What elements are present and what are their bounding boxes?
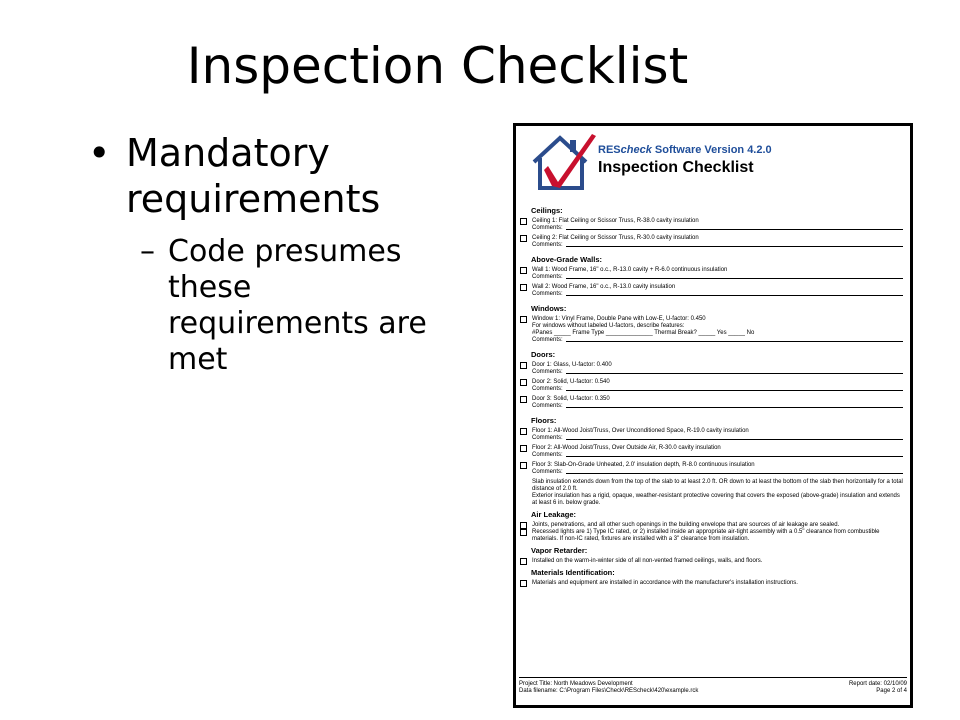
checklist-item-text: Floor 2: All-Wood Joist/Truss, Over Outside Air, R-30.0 cavity insulation [532,445,721,451]
checklist-item-text: Floor 1: All-Wood Joist/Truss, Over Unconditioned Space, R-19.0 cavity insulation [532,428,749,434]
comments-label: Comments: [532,337,563,343]
checkbox[interactable] [520,362,527,369]
checkbox[interactable] [520,580,527,587]
bullet-sub [140,234,448,378]
comments-input-line[interactable] [566,403,903,408]
checkbox[interactable] [520,462,527,469]
comments-input-line[interactable] [566,337,903,342]
comments-line [519,403,905,410]
checklist-note: Slab insulation extends down from the top of the slab to at least 2.0 ft. OR down to at least the bottom of the slab then horizontally for a total distance of 2.0 ft. [532,479,903,492]
comments-line [519,225,905,232]
checklist-item-text: Recessed lights are 1) Type IC rated, or 2) installed inside an appropriate air-tight assembly with a 0.5" clearance from combustible materials. If non-IC rated, fixtures are installed with a 3" clearance from insulation. [532,529,880,542]
checklist-item [519,218,905,225]
checklist-item-text: Materials and equipment are installed in accordance with the manufacturer's installation instructions. [532,580,798,586]
comments-label: Comments: [532,369,563,375]
bullet-main-text: Mandatory requirements [126,131,381,221]
checkbox[interactable] [520,379,527,386]
checklist-item-text: Ceiling 2: Flat Ceiling or Scissor Truss, R-30.0 cavity insulation [532,235,699,241]
comments-label: Comments: [532,225,563,231]
section-heading: Windows: [531,304,567,313]
checklist-item [519,580,905,587]
page-number: Page 2 of 4 [876,688,907,694]
checklist-item [519,428,905,435]
project-title: Project Title: North Meadows Development [519,681,633,687]
checklist-item-text: Floor 3: Slab-On-Grade Unheated, 2.0' insulation depth, R-8.0 continuous insulation [532,462,755,468]
comments-line [519,452,905,459]
bullet-list [88,130,468,378]
checklist-note: Exterior insulation has a rigid, opaque, weather-resistant protective covering that covers the exposed (above-grade) insulation and extends at least 6 in. below grade. [532,493,900,506]
checklist-item-text: Door 3: Solid, U-factor: 0.350 [532,396,610,402]
comments-input-line[interactable] [566,452,903,457]
comments-input-line[interactable] [566,435,903,440]
checklist-item-text: Door 1: Glass, U-factor: 0.400 [532,362,612,368]
checklist-item-text: Wall 1: Wood Frame, 16" o.c., R-13.0 cavity + R-6.0 continuous insulation [532,267,728,273]
comments-input-line[interactable] [566,291,903,296]
checklist-item-text: Door 2: Solid, U-factor: 0.540 [532,379,610,385]
comments-label: Comments: [532,274,563,280]
report-date: Report date: 02/10/09 [848,681,907,687]
comments-line [519,435,905,442]
checklist-item [519,284,905,291]
bullet-main [88,130,468,222]
software-version-label: REScheck Software Version 4.2.0 [598,144,772,156]
checkbox[interactable] [520,316,527,323]
checklist-item-text: Ceiling 1: Flat Ceiling or Scissor Truss, R-38.0 cavity insulation [532,218,699,224]
checkbox[interactable] [520,284,527,291]
comments-label: Comments: [532,469,563,475]
checkbox[interactable] [520,396,527,403]
checkbox[interactable] [520,445,527,452]
comments-label: Comments: [532,435,563,441]
section-heading: Above-Grade Walls: [531,255,602,264]
checklist-item [519,445,905,452]
checklist-item [519,522,905,529]
checklist-item-text: Installed on the warm-in-winter side of all non-vented framed ceilings, walls, and floors. [532,558,763,564]
checklist-item [519,396,905,403]
checklist-note: #Panes _____ Frame Type ______________ Thermal Break? _____ Yes _____ No [532,330,755,336]
dash-icon: – [140,234,155,269]
slide-title: Inspection Checklist [186,37,689,95]
comments-input-line[interactable] [566,242,903,247]
section-heading: Floors: [531,416,557,425]
comments-line [519,386,905,393]
checklist-item [519,316,905,323]
checklist-note: For windows without labeled U-factors, describe features: [532,323,685,329]
comments-label: Comments: [532,386,563,392]
comments-line [519,274,905,281]
comments-line [519,369,905,376]
data-filename: Data filename: C:\Program Files\Check\REScheck\420\example.rck [519,688,699,694]
checklist-item-text: Wall 2: Wood Frame, 16" o.c., R-13.0 cavity insulation [532,284,676,290]
checklist-item [519,529,905,543]
section-heading: Ceilings: [531,206,563,215]
checkbox[interactable] [520,428,527,435]
checklist-item-text: Window 1: Vinyl Frame, Double Pane with Low-E, U-factor: 0.450 [532,316,706,322]
comments-line [519,291,905,298]
checklist-item [519,462,905,469]
checklist-item [519,267,905,274]
comments-label: Comments: [532,291,563,297]
checklist-document [513,123,913,708]
section-heading: Materials Identification: [531,568,615,577]
checkbox[interactable] [520,218,527,225]
comments-label: Comments: [532,452,563,458]
comments-line [519,469,905,476]
checkbox[interactable] [520,522,527,529]
document-footer [519,677,907,694]
rescheck-logo-icon [530,132,600,192]
comments-input-line[interactable] [566,469,903,474]
checklist-item [519,235,905,242]
checklist-item [519,362,905,369]
comments-line [519,337,905,344]
comments-input-line[interactable] [566,225,903,230]
comments-label: Comments: [532,242,563,248]
checkbox[interactable] [520,529,527,536]
checkbox[interactable] [520,558,527,565]
checklist-item [519,558,905,565]
checkbox[interactable] [520,267,527,274]
section-heading: Air Leakage: [531,510,577,519]
document-title: Inspection Checklist [598,159,754,176]
section-heading: Doors: [531,350,556,359]
checklist-item [519,379,905,386]
bullet-dot-icon: • [88,131,111,175]
comments-input-line[interactable] [566,386,903,391]
comments-input-line[interactable] [566,274,903,279]
bullet-sub-text: Code presumes these requirements are met [168,234,427,377]
comments-label: Comments: [532,403,563,409]
checkbox[interactable] [520,235,527,242]
section-heading: Vapor Retarder: [531,546,588,555]
comments-input-line[interactable] [566,369,903,374]
comments-line [519,242,905,249]
checklist-item-text: Joints, penetrations, and all other such openings in the building envelope that are sources of air leakage are sealed. [532,522,840,528]
checklist-body [519,203,905,587]
